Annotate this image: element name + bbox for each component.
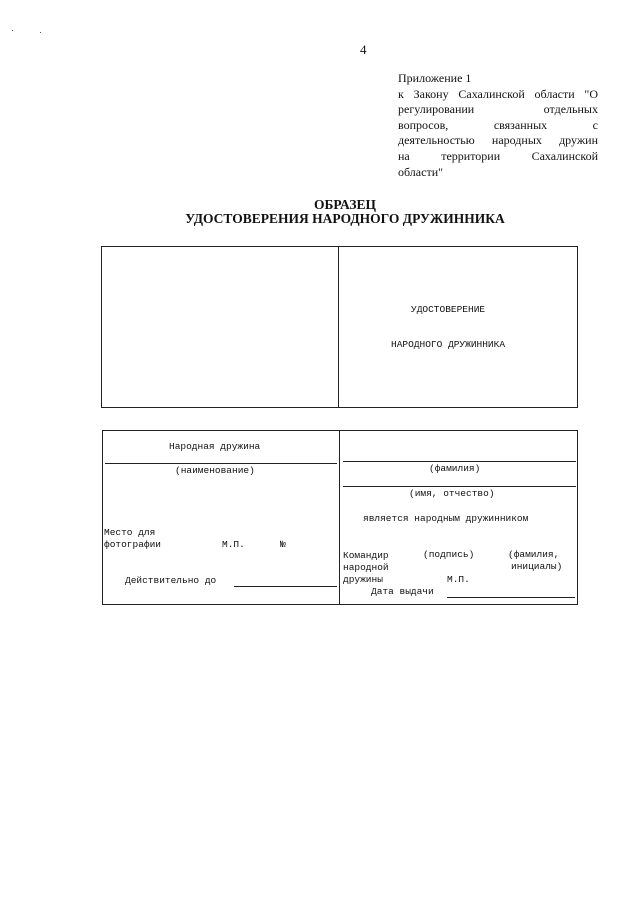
initials-caption: (фамилия, bbox=[508, 549, 560, 560]
signature-caption: (подпись) bbox=[423, 549, 475, 560]
valid-until-label: Действительно до bbox=[125, 575, 217, 586]
issue-date-label: Дата выдачи bbox=[371, 586, 434, 597]
issue-date-line bbox=[447, 597, 575, 598]
initials-caption: инициалы) bbox=[511, 561, 563, 572]
appendix-line: вопросов, связанных с bbox=[398, 117, 598, 132]
appendix-line: регулировании отдельных bbox=[398, 102, 598, 117]
membership-statement: является народным дружинником bbox=[363, 513, 529, 524]
commander-label: дружины bbox=[343, 574, 383, 585]
cover-fold-line bbox=[338, 247, 339, 407]
surname-caption: (фамилия) bbox=[429, 463, 481, 474]
valid-until-line bbox=[234, 586, 337, 587]
appendix-line: области" bbox=[398, 164, 444, 179]
scan-speck bbox=[40, 32, 41, 33]
appendix-line: Приложение 1 bbox=[398, 71, 472, 85]
number-sign: № bbox=[280, 539, 286, 550]
appendix-note bbox=[398, 71, 598, 180]
appendix-line: деятельностью народных дружин bbox=[398, 133, 598, 148]
cover-subtitle: НАРОДНОГО ДРУЖИННИКА bbox=[391, 339, 506, 350]
stamp-label: М.П. bbox=[222, 539, 245, 550]
certificate-inner bbox=[102, 430, 578, 605]
inner-fold-line bbox=[339, 431, 340, 604]
org-label: Народная дружина bbox=[169, 441, 261, 452]
cover-title: УДОСТОВЕРЕНИЕ bbox=[411, 304, 486, 315]
appendix-line: к Закону Сахалинской области "О bbox=[398, 86, 598, 101]
appendix-line: на территории Сахалинской bbox=[398, 148, 598, 163]
org-name-caption: (наименование) bbox=[175, 465, 255, 476]
scan-speck bbox=[12, 30, 13, 31]
commander-stamp-label: М.П. bbox=[447, 574, 470, 585]
commander-label: народной bbox=[343, 562, 389, 573]
photo-place-label: фотографии bbox=[104, 539, 162, 550]
commander-label: Командир bbox=[343, 550, 389, 561]
document-subtitle: УДОСТОВЕРЕНИЯ НАРОДНОГО ДРУЖИННИКА bbox=[185, 211, 505, 226]
org-name-line bbox=[105, 463, 337, 464]
given-name-line bbox=[343, 486, 576, 487]
given-name-caption: (имя, отчество) bbox=[409, 488, 495, 499]
certificate-cover bbox=[101, 246, 578, 408]
photo-place-label: Место для bbox=[104, 527, 156, 538]
page-number: 4 bbox=[360, 42, 367, 57]
document-title: ОБРАЗЕЦ bbox=[314, 197, 376, 212]
surname-line bbox=[343, 461, 576, 462]
